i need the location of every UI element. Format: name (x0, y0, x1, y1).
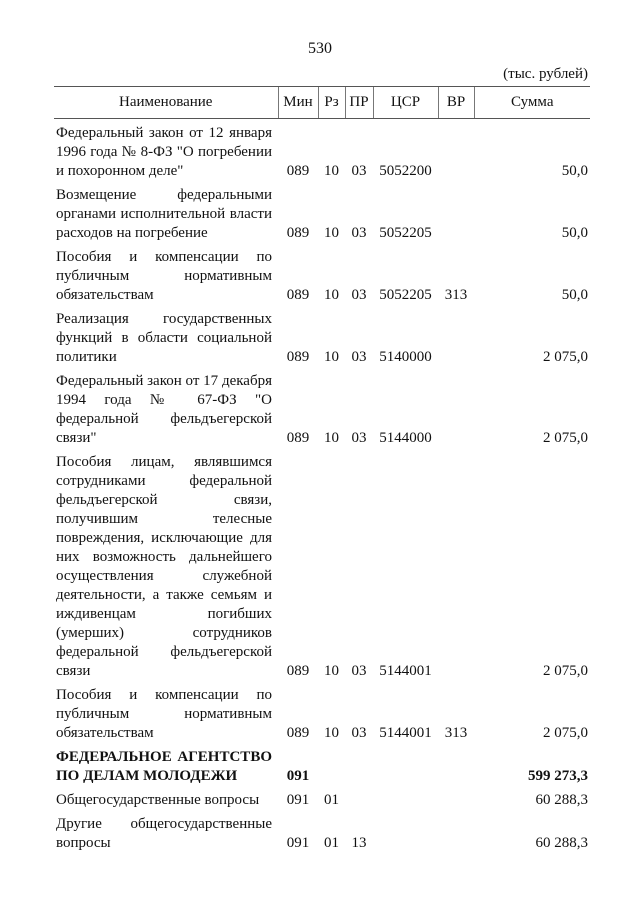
row-name: ФЕДЕРАЛЬНОЕ АГЕНТСТВО ПО ДЕЛАМ МОЛОДЕЖИ (56, 749, 272, 784)
row-name: Федеральный закон от 12 января 1996 года № 8-ФЗ "О погребении и похоронном деле" (56, 125, 272, 179)
budget-table (54, 86, 590, 853)
row-name: Общегосударственные вопросы (56, 792, 260, 808)
row-vr: 313 (444, 287, 468, 303)
row-csr (373, 786, 438, 810)
row-min: 089 (286, 349, 310, 365)
row-csr: 5052200 (379, 163, 432, 179)
table-row (54, 243, 590, 305)
row-pr (345, 743, 373, 786)
row-vr (438, 305, 474, 367)
row-name: Реализация государственных функций в области социальной политики (56, 311, 272, 365)
row-name: Пособия и компенсации по публичным нормативным обязательствам (56, 687, 272, 741)
table-row (54, 681, 590, 743)
table-row (54, 810, 590, 853)
row-rz: 10 (324, 725, 339, 741)
row-sum: 60 288,3 (535, 835, 588, 851)
row-rz: 01 (324, 835, 339, 851)
row-rz (318, 743, 345, 786)
row-pr: 03 (351, 349, 367, 365)
row-vr (438, 743, 474, 786)
row-min: 091 (286, 792, 310, 808)
row-pr: 03 (351, 725, 367, 741)
row-pr: 03 (351, 163, 367, 179)
row-csr: 5144000 (379, 430, 432, 446)
table-row (54, 743, 590, 786)
row-sum: 599 273,3 (528, 768, 588, 784)
table-header (54, 87, 590, 119)
row-min: 089 (286, 430, 310, 446)
header-vr: ВР (438, 87, 474, 119)
row-sum: 2 075,0 (543, 349, 588, 365)
row-csr: 5052205 (379, 225, 432, 241)
table-row (54, 181, 590, 243)
row-name: Пособия и компенсации по публичным нормативным обязательствам (56, 249, 272, 303)
row-csr: 5144001 (379, 725, 432, 741)
units-label: (тыс. рублей) (503, 66, 588, 82)
row-name: Федеральный закон от 17 декабря 1994 года № 67-ФЗ "О федеральной фельдъегерской связи" (56, 373, 272, 446)
row-rz: 01 (324, 792, 339, 808)
row-min: 089 (286, 725, 310, 741)
row-csr: 5144001 (379, 663, 432, 679)
row-sum: 2 075,0 (543, 663, 588, 679)
row-min: 089 (286, 663, 310, 679)
row-min: 089 (286, 163, 310, 179)
row-csr: 5052205 (379, 287, 432, 303)
row-pr: 13 (351, 835, 367, 851)
row-sum: 50,0 (561, 287, 588, 303)
row-csr (373, 743, 438, 786)
table-row (54, 448, 590, 681)
row-csr: 5140000 (379, 349, 432, 365)
row-vr (438, 119, 474, 182)
row-vr (438, 448, 474, 681)
row-name: Возмещение федеральными органами исполнительной власти расходов на погребение (56, 187, 272, 241)
row-min: 089 (286, 225, 310, 241)
row-rz: 10 (324, 225, 339, 241)
row-sum: 60 288,3 (535, 792, 588, 808)
page-number: 530 (308, 40, 332, 57)
row-name: Другие общегосударственные вопросы (56, 816, 272, 851)
header-csr: ЦСР (373, 87, 438, 119)
row-name: Пособия лицам, являвшимся сотрудниками федеральной фельдъегерской связи, получившим телесные повреждения, исключающие для них возможность дальнейшего осуществления служебной деятельности, а также семьям и иждивенцам погибших (умерших) сотрудников федеральной фельдъегерской связи (56, 454, 272, 679)
header-min: Мин (278, 87, 318, 119)
row-rz: 10 (324, 163, 339, 179)
row-vr (438, 786, 474, 810)
header-rz: Рз (318, 87, 345, 119)
row-vr (438, 810, 474, 853)
table-row (54, 305, 590, 367)
header-name: Наименование (54, 87, 278, 119)
row-pr: 03 (351, 663, 367, 679)
row-rz: 10 (324, 349, 339, 365)
row-pr (345, 786, 373, 810)
row-sum: 50,0 (561, 225, 588, 241)
row-min: 091 (286, 835, 310, 851)
table-row (54, 367, 590, 448)
row-pr: 03 (351, 430, 367, 446)
row-pr: 03 (351, 225, 367, 241)
row-pr: 03 (351, 287, 367, 303)
table-row (54, 119, 590, 182)
row-min: 089 (286, 287, 310, 303)
header-pr: ПР (345, 87, 373, 119)
row-sum: 50,0 (561, 163, 588, 179)
row-vr (438, 181, 474, 243)
row-csr (373, 810, 438, 853)
row-rz: 10 (324, 430, 339, 446)
row-min: 091 (286, 768, 310, 784)
row-rz: 10 (324, 287, 339, 303)
row-vr (438, 367, 474, 448)
row-rz: 10 (324, 663, 339, 679)
header-sum: Сумма (474, 87, 590, 119)
row-sum: 2 075,0 (543, 430, 588, 446)
row-sum: 2 075,0 (543, 725, 588, 741)
row-vr: 313 (444, 725, 468, 741)
table-row (54, 786, 590, 810)
